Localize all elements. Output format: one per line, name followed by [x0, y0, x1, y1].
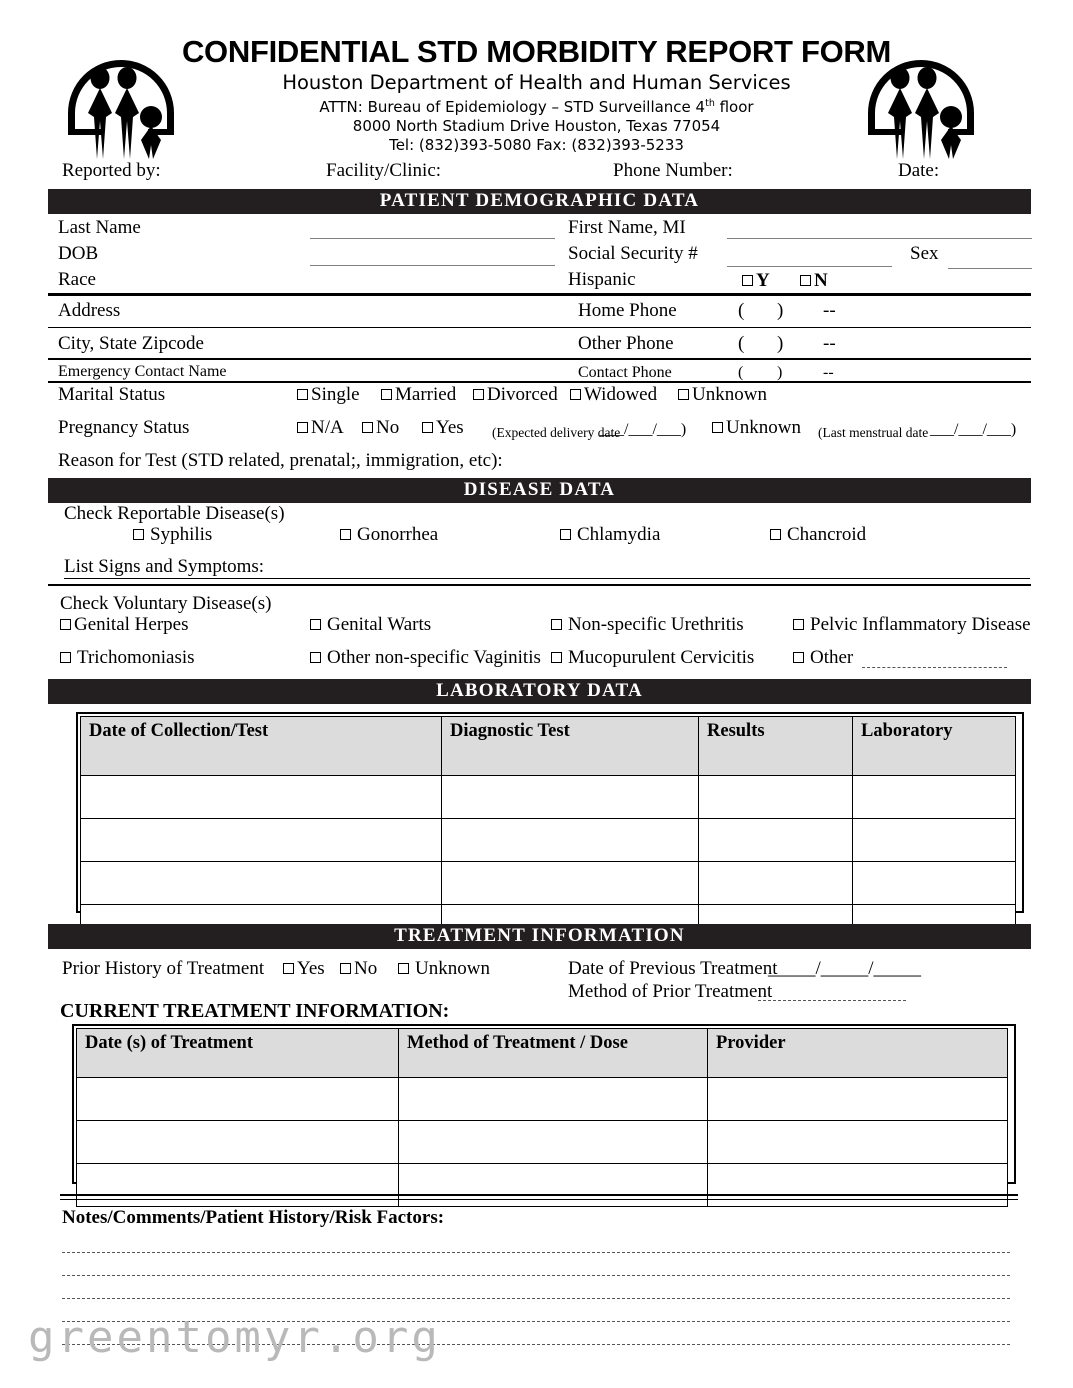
checkbox-glyph — [310, 619, 321, 630]
checkbox-prior-no[interactable] — [340, 958, 377, 980]
checkbox-glyph — [283, 963, 294, 974]
label-first-name-mi: First Name, MI — [568, 217, 686, 238]
checkbox-non-specific-urethritis-label: Non-specific Urethritis — [568, 614, 744, 635]
label-marital-status: Marital Status — [58, 384, 166, 405]
checkbox-glyph — [742, 275, 753, 286]
checkbox-pregnancy-yes-label: Yes — [436, 417, 464, 438]
checkbox-marital-divorced-label: Divorced — [487, 384, 558, 405]
checkbox-glyph — [362, 422, 373, 433]
checkbox-marital-divorced[interactable] — [473, 384, 558, 406]
form-header — [0, 0, 1073, 154]
checkbox-glyph — [60, 652, 71, 663]
lab-cell-date[interactable] — [81, 862, 442, 905]
rule-under-city — [48, 358, 1031, 360]
lab-cell-date[interactable] — [81, 819, 442, 862]
treatment-cell-provider[interactable] — [708, 1078, 1008, 1121]
checkbox-prior-unknown-label: Unknown — [415, 958, 490, 979]
signs-symptoms-field-line[interactable] — [64, 578, 1030, 579]
checkbox-chancroid-label: Chancroid — [787, 524, 867, 545]
first-name-field-line[interactable] — [727, 238, 1032, 239]
lab-cell-results[interactable] — [699, 776, 853, 819]
treatment-cell-date[interactable] — [77, 1121, 399, 1164]
treatment-cell-provider[interactable] — [708, 1121, 1008, 1164]
expected-delivery-date-blanks[interactable]: ___/___/___) — [600, 421, 687, 438]
label-last-menstrual-date: (Last menstrual date — [818, 425, 929, 440]
other-disease-field-line[interactable] — [862, 667, 1007, 668]
lab-cell-results[interactable] — [699, 862, 853, 905]
lab-col-results: Results — [699, 717, 853, 776]
treatment-table-row — [77, 1078, 1008, 1121]
other-phone-dash: -- — [823, 333, 836, 354]
checkbox-marital-widowed[interactable] — [570, 384, 657, 406]
treatment-col-method-dose: Method of Treatment / Dose — [399, 1029, 708, 1078]
label-check-voluntary-diseases: Check Voluntary Disease(s) — [60, 593, 272, 614]
lab-col-laboratory: Laboratory — [853, 717, 1016, 776]
label-race: Race — [58, 269, 96, 290]
checkbox-hispanic-no-label: N — [814, 270, 828, 291]
treatment-cell-date[interactable] — [77, 1078, 399, 1121]
checkbox-glyph — [793, 619, 804, 630]
phone-number-label: Phone Number: — [613, 160, 733, 181]
label-address: Address — [58, 300, 121, 321]
label-expected-delivery-date: (Expected delivery date — [492, 425, 621, 440]
laboratory-data-table — [80, 716, 1016, 948]
checkbox-mucopurulent-cervicitis-label: Mucopurulent Cervicitis — [568, 647, 755, 668]
label-contact-phone: Contact Phone — [578, 364, 672, 381]
checkbox-gonorrhea-label: Gonorrhea — [357, 524, 439, 545]
lab-cell-laboratory[interactable] — [853, 776, 1016, 819]
reported-by-row — [48, 160, 1031, 188]
checkbox-syphilis-label: Syphilis — [150, 524, 213, 545]
last-menstrual-date-blanks[interactable]: ___/___/___) — [930, 421, 1017, 438]
rule-under-demographics — [48, 293, 1031, 296]
checkbox-marital-single[interactable] — [297, 384, 360, 406]
org-name: Houston Department of Health and Human Services — [282, 71, 791, 94]
treatment-col-dates: Date (s) of Treatment — [77, 1029, 399, 1078]
notes-line-2[interactable] — [62, 1275, 1010, 1276]
treatment-col-provider: Provider — [708, 1029, 1008, 1078]
rule-under-signs-symptoms — [48, 584, 1031, 586]
checkbox-chlamydia[interactable] — [560, 524, 660, 546]
lab-cell-laboratory[interactable] — [853, 819, 1016, 862]
checkbox-other-disease[interactable] — [793, 647, 853, 669]
checkbox-glyph — [340, 529, 351, 540]
site-watermark: greentomyr.org — [28, 1312, 441, 1363]
label-city-state-zipcode: City, State Zipcode — [58, 333, 204, 354]
label-list-signs-symptoms: List Signs and Symptoms: — [64, 556, 265, 577]
checkbox-glyph — [800, 275, 811, 286]
notes-line-3[interactable] — [62, 1298, 1010, 1299]
label-home-phone: Home Phone — [578, 300, 677, 321]
other-phone-open-paren: ( — [738, 333, 745, 354]
checkbox-glyph — [570, 389, 581, 400]
checkbox-glyph — [793, 652, 804, 663]
label-check-reportable-diseases: Check Reportable Disease(s) — [64, 503, 285, 524]
label-sex: Sex — [910, 243, 939, 264]
lab-cell-date[interactable] — [81, 776, 442, 819]
label-emergency-contact-name: Emergency Contact Name — [58, 363, 227, 380]
rule-above-notes-b — [60, 1199, 1018, 1200]
checkbox-marital-married-label: Married — [395, 384, 457, 405]
date-of-previous-treatment-blanks[interactable]: _____/_____/_____ — [768, 958, 922, 979]
checkbox-pelvic-inflammatory-disease[interactable] — [793, 614, 1031, 636]
rule-under-emergency — [48, 381, 1031, 383]
contact-phone-dash: -- — [823, 364, 834, 381]
org-address: 8000 North Stadium Drive Houston, Texas 77054 — [352, 117, 721, 135]
facility-clinic-label: Facility/Clinic: — [326, 160, 442, 181]
lab-cell-test[interactable] — [442, 862, 699, 905]
checkbox-chlamydia-label: Chlamydia — [577, 524, 661, 545]
home-phone-dash: -- — [823, 300, 836, 321]
section-header-patient-demographic: PATIENT DEMOGRAPHIC DATA — [48, 189, 1031, 214]
label-current-treatment-information: CURRENT TREATMENT INFORMATION: — [60, 1000, 450, 1022]
section-header-laboratory-data: LABORATORY DATA — [48, 679, 1031, 704]
checkbox-non-specific-urethritis[interactable] — [551, 614, 744, 636]
checkbox-hispanic-yes-label: Y — [756, 270, 770, 291]
lab-table-row — [81, 776, 1016, 819]
treatment-table-row — [77, 1121, 1008, 1164]
section-header-disease-data: DISEASE DATA — [48, 478, 1031, 503]
checkbox-pregnancy-unknown[interactable] — [712, 417, 801, 439]
checkbox-trichomoniasis[interactable] — [60, 647, 195, 669]
checkbox-other-non-specific-vaginitis-label: Other non-specific Vaginitis — [327, 647, 541, 668]
sex-field-line[interactable] — [948, 268, 1032, 269]
treatment-cell-method[interactable] — [399, 1121, 708, 1164]
checkbox-glyph — [398, 963, 409, 974]
reported-by-label: Reported by: — [62, 160, 161, 181]
home-phone-close-paren: ) — [777, 300, 784, 321]
checkbox-pregnancy-no[interactable] — [362, 417, 399, 439]
checkbox-chancroid[interactable] — [770, 524, 866, 546]
date-label: Date: — [898, 160, 940, 181]
checkbox-pregnancy-no-label: No — [376, 417, 400, 438]
lab-cell-laboratory[interactable] — [853, 862, 1016, 905]
checkbox-glyph — [60, 619, 71, 630]
checkbox-marital-widowed-label: Widowed — [584, 384, 658, 405]
home-phone-open-paren: ( — [738, 300, 745, 321]
method-of-prior-treatment-field-line[interactable] — [758, 1000, 906, 1001]
checkbox-gonorrhea[interactable] — [340, 524, 438, 546]
label-date-of-previous-treatment: Date of Previous Treatment — [568, 958, 778, 979]
checkbox-genital-warts[interactable] — [310, 614, 431, 636]
checkbox-glyph — [770, 529, 781, 540]
label-reason-for-test: Reason for Test (STD related, prenatal;, immigration, etc): — [58, 450, 503, 471]
checkbox-glyph — [133, 529, 144, 540]
checkbox-glyph — [297, 422, 308, 433]
checkbox-glyph — [678, 389, 689, 400]
rule-under-address — [48, 327, 1031, 328]
org-attn-line — [0, 94, 1073, 117]
checkbox-trichomoniasis-label: Trichomoniasis — [77, 647, 195, 668]
attn-ordinal: th — [705, 98, 715, 109]
attn-suffix: floor — [714, 98, 754, 116]
checkbox-prior-yes[interactable] — [283, 958, 325, 980]
checkbox-marital-unknown[interactable] — [678, 384, 767, 406]
label-prior-history-of-treatment: Prior History of Treatment — [62, 958, 265, 979]
ssn-field-line[interactable] — [727, 266, 892, 267]
label-method-of-prior-treatment: Method of Prior Treatment — [568, 981, 773, 1002]
label-dob: DOB — [58, 243, 99, 264]
treatment-cell-provider[interactable] — [708, 1164, 1008, 1207]
checkbox-glyph — [340, 963, 351, 974]
attn-prefix: ATTN: Bureau of Epidemiology – STD Surveillance 4 — [319, 98, 706, 116]
checkbox-marital-single-label: Single — [311, 384, 360, 405]
checkbox-genital-herpes-label: Genital Herpes — [74, 614, 189, 635]
checkbox-glyph — [297, 389, 308, 400]
label-last-name: Last Name — [58, 217, 141, 238]
lab-cell-test[interactable] — [442, 776, 699, 819]
label-ssn: Social Security # — [568, 243, 698, 264]
checkbox-prior-yes-label: Yes — [297, 958, 325, 979]
checkbox-prior-unknown[interactable] — [398, 958, 490, 980]
current-treatment-table — [76, 1028, 1008, 1207]
checkbox-pregnancy-unknown-label: Unknown — [726, 417, 801, 438]
checkbox-marital-unknown-label: Unknown — [692, 384, 767, 405]
notes-line-1[interactable] — [62, 1252, 1010, 1253]
lab-table-header-row — [81, 717, 1016, 776]
checkbox-genital-herpes[interactable] — [60, 614, 188, 636]
checkbox-genital-warts-label: Genital Warts — [327, 614, 432, 635]
checkbox-glyph — [381, 389, 392, 400]
checkbox-glyph — [712, 422, 723, 433]
treatment-cell-method[interactable] — [399, 1078, 708, 1121]
label-notes-comments: Notes/Comments/Patient History/Risk Factors: — [62, 1207, 445, 1228]
checkbox-glyph — [560, 529, 571, 540]
label-pregnancy-status: Pregnancy Status — [58, 417, 190, 438]
lab-col-date-of-collection: Date of Collection/Test — [81, 717, 442, 776]
checkbox-pregnancy-yes[interactable] — [422, 417, 464, 439]
checkbox-pregnancy-na[interactable] — [297, 417, 344, 439]
checkbox-glyph — [310, 652, 321, 663]
label-other-phone: Other Phone — [578, 333, 674, 354]
contact-phone-open-paren: ( — [738, 364, 744, 381]
checkbox-syphilis[interactable] — [133, 524, 212, 546]
section-header-treatment-information: TREATMENT INFORMATION — [48, 924, 1031, 949]
treatment-cell-method[interactable] — [399, 1164, 708, 1207]
dob-field-line[interactable] — [310, 265, 555, 266]
lab-table-row — [81, 819, 1016, 862]
form-title: CONFIDENTIAL STD MORBIDITY REPORT FORM — [181, 34, 892, 69]
checkbox-glyph — [551, 619, 562, 630]
checkbox-mucopurulent-cervicitis[interactable] — [551, 647, 754, 669]
other-phone-close-paren: ) — [777, 333, 784, 354]
checkbox-prior-no-label: No — [354, 958, 378, 979]
checkbox-other-non-specific-vaginitis[interactable] — [310, 647, 541, 669]
checkbox-pregnancy-na-label: N/A — [311, 417, 344, 438]
label-hispanic: Hispanic — [568, 269, 636, 290]
treatment-table-header-row — [77, 1029, 1008, 1078]
lab-cell-test[interactable] — [442, 819, 699, 862]
treatment-table-row — [77, 1164, 1008, 1207]
checkbox-pelvic-inflammatory-disease-label: Pelvic Inflammatory Disease — [810, 614, 1031, 635]
org-contact: Tel: (832)393-5080 Fax: (832)393-5233 — [389, 136, 684, 154]
org-block — [0, 71, 1073, 155]
checkbox-glyph — [551, 652, 562, 663]
contact-phone-close-paren: ) — [777, 364, 783, 381]
checkbox-marital-married[interactable] — [381, 384, 456, 406]
checkbox-hispanic-no[interactable] — [800, 270, 828, 292]
lab-col-diagnostic-test: Diagnostic Test — [442, 717, 699, 776]
lab-table-row — [81, 862, 1016, 905]
treatment-cell-date[interactable] — [77, 1164, 399, 1207]
last-name-field-line[interactable] — [310, 238, 555, 239]
checkbox-glyph — [422, 422, 433, 433]
lab-cell-results[interactable] — [699, 819, 853, 862]
checkbox-hispanic-yes[interactable] — [742, 270, 770, 292]
rule-above-notes-a — [60, 1194, 1018, 1196]
checkbox-glyph — [473, 389, 484, 400]
checkbox-other-disease-label: Other — [810, 647, 854, 668]
